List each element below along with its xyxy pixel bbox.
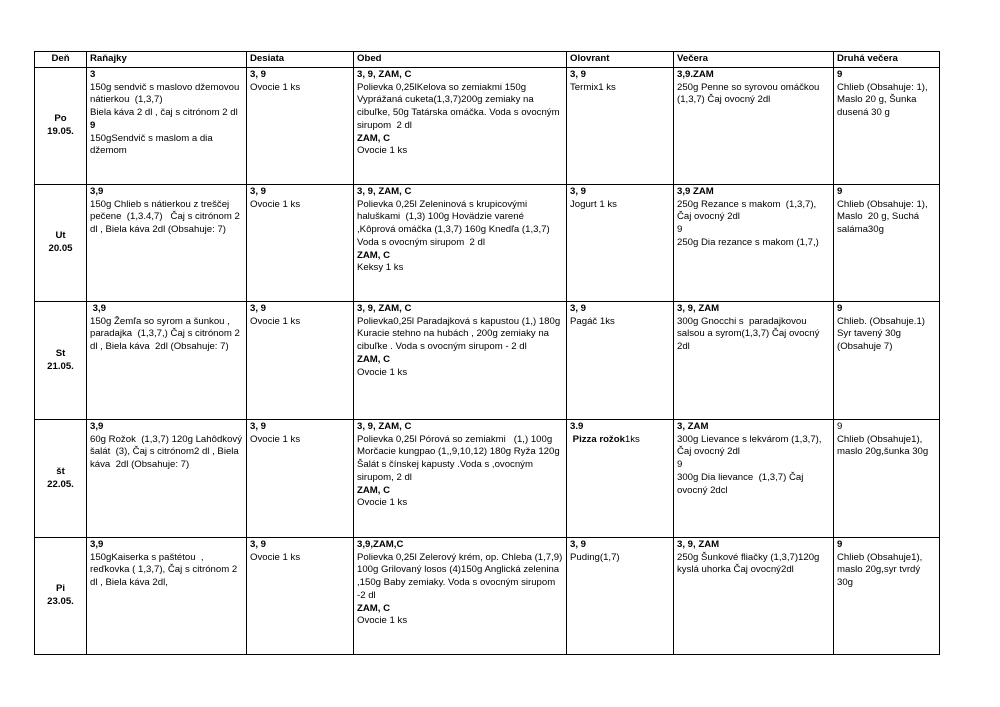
meal-cell-obed: [354, 420, 567, 538]
meal-cell-obed: [354, 538, 567, 655]
meal-text: Ovocie 1 ks: [357, 497, 408, 509]
day-name: St: [55, 347, 66, 359]
day-name: Pi: [55, 583, 66, 595]
meal-cell-druha: [834, 420, 940, 538]
meal-text: Polievka 0,25lKelova so zemiakmi 150g Vyprážaná cuketa(1,3,7)200g zemiaky na cibuľke, 50g Tatárska omáčka. Voda s ovocným sirupom 2 dl: [357, 81, 563, 131]
allergen-code: 3, 9, ZAM, C: [357, 303, 412, 314]
day-row: [35, 185, 940, 302]
weekly-menu-table: [34, 51, 940, 655]
meal-cell-druha: [834, 538, 940, 655]
meal-text: 150g Žemľa so syrom a šunkou , paradajka (1,3,7,) Čaj s citrónom 2 dl , Biela káva 2dl (Obsahuje: 7): [90, 315, 243, 353]
meal-cell-vecera: [674, 538, 834, 655]
header-ranajky: Raňajky: [87, 52, 247, 68]
meal-cell-ranajky: [87, 68, 247, 185]
header-druha-vecera: Druhá večera: [834, 52, 940, 68]
day-date: 23.05.: [47, 596, 74, 607]
meal-cell-olovrant: [567, 68, 674, 185]
allergen-code: ZAM, C: [357, 602, 391, 614]
meal-cell-olovrant: [567, 420, 674, 538]
meal-text: Polievka 0,25l Pórová so zemiakmi (1,) 100g Morčacie kungpao (1,,9,10,12) 180g Ryža 120g Šalát s čínskej kapusty .Voda s ,ovocným sirupom, 2 dl: [357, 433, 563, 483]
day-cell: [35, 420, 87, 538]
meal-cell-obed: [354, 68, 567, 185]
meal-text: 9: [677, 224, 683, 236]
meal-cell-obed: [354, 185, 567, 302]
header-vecera: Večera: [674, 52, 834, 68]
allergen-code: 3, 9: [250, 303, 267, 314]
header-olovrant: Olovrant: [567, 52, 674, 68]
day-date: 21.05.: [47, 360, 74, 372]
allergen-code: 3, 9, ZAM: [677, 303, 720, 314]
meal-text: 60g Rožok (1,3,7) 120g Lahôdkový šalát (3), Čaj s citrónom2 dl , Biela káva 2dl (Obsahuje: 7): [90, 433, 245, 471]
allergen-code: 3, 9, ZAM, C: [357, 421, 412, 432]
meal-text: Ovocie 1 ks: [250, 551, 301, 563]
meal-cell-vecera: [674, 302, 834, 420]
day-name: št: [56, 465, 65, 477]
meal-cell-ranajky: [87, 420, 247, 538]
meal-cell-desiata: [247, 302, 354, 420]
allergen-code: 9: [837, 539, 843, 550]
meal-text: Ovocie 1 ks: [357, 366, 408, 378]
meal-text: Puding(1,7): [570, 551, 620, 563]
meal-cell-vecera: [674, 420, 834, 538]
day-row: [35, 420, 940, 538]
meal-cell-desiata: [247, 420, 354, 538]
meal-text: Keksy 1 ks: [357, 262, 404, 274]
meal-text: Chlieb. (Obsahuje.1) Syr tavený 30g (Obsahuje 7): [837, 315, 928, 353]
header-day: Deň: [35, 52, 87, 68]
meal-cell-druha: [834, 68, 940, 185]
allergen-code: 3,9: [90, 303, 107, 314]
meal-text: Polievka 0,25l Zelerový krém, op. Chleba (1,7,9) 100g Grilovaný losos (4)150g Anglická zelenina ,150g Baby zemiaky. Voda s ovocným sirupom -2 dl: [357, 551, 565, 601]
meal-text: Ovocie 1 ks: [250, 433, 301, 445]
meal-text: 300g Dia lievance (1,3,7) Čaj ovocný 2dcl: [677, 471, 807, 496]
day-cell: [35, 68, 87, 185]
allergen-code: 9: [837, 186, 843, 197]
allergen-code: ZAM, C: [357, 132, 391, 144]
allergen-code: 3, 9: [250, 69, 267, 80]
allergen-code: 3,9: [90, 186, 104, 197]
allergen-code: 3, 9: [570, 69, 587, 80]
header-desiata: Desiata: [247, 52, 354, 68]
meal-text: 150g sendvič s maslovo džemovou nátierkou (1,3,7): [90, 81, 242, 106]
allergen-code: 3, ZAM: [677, 421, 709, 432]
allergen-code: 3, 9: [570, 186, 587, 197]
meal-cell-druha: [834, 302, 940, 420]
day-cell: [35, 185, 87, 302]
day-cell: [35, 302, 87, 420]
meal-cell-ranajky: [87, 538, 247, 655]
meal-cell-olovrant: [567, 185, 674, 302]
meal-cell-ranajky: [87, 185, 247, 302]
day-name: Po: [54, 113, 67, 125]
meal-text: Pagáč 1ks: [570, 315, 615, 327]
allergen-code: 3, 9: [250, 186, 267, 197]
meal-text: Jogurt 1 ks: [570, 198, 617, 210]
meal-line: [570, 434, 670, 447]
meal-text: Ovocie 1 ks: [357, 615, 408, 627]
meal-line-suffix: 1ks: [624, 433, 640, 445]
meal-text: 9: [837, 421, 843, 432]
allergen-code: 3,9.ZAM: [677, 69, 714, 80]
meal-text: 250g Rezance s makom (1,3,7), Čaj ovocný 2dl: [677, 198, 819, 223]
day-date: 20.05: [48, 243, 73, 254]
meal-text: 300g Lievance s lekvárom (1,3,7), Čaj ovocný 2dl: [677, 433, 825, 458]
allergen-code: 3,9: [90, 421, 104, 432]
header-obed: Obed: [354, 52, 567, 68]
allergen-code: 3, 9: [570, 303, 587, 314]
allergen-code: ZAM, C: [357, 484, 391, 496]
meal-text: 250g Šunkové fliačky (1,3,7)120g kyslá uhorka Čaj ovocný2dl: [677, 551, 823, 576]
allergen-code: 3, 9, ZAM, C: [357, 69, 412, 80]
allergen-code: 3,9: [90, 539, 104, 550]
meal-text: Biela káva 2 dl , čaj s citrónom 2 dl: [90, 107, 238, 119]
allergen-code: 9: [90, 119, 96, 131]
allergen-code: 3, 9, ZAM, C: [357, 186, 412, 197]
meal-cell-olovrant: [567, 538, 674, 655]
meal-cell-desiata: [247, 68, 354, 185]
meal-cell-vecera: [674, 68, 834, 185]
meal-cell-vecera: [674, 185, 834, 302]
allergen-code: 3: [90, 69, 96, 80]
meal-text: Ovocie 1 ks: [357, 145, 408, 157]
meal-text: 150gSendvič s maslom a dia džemom: [90, 132, 216, 157]
meal-line-bold: Pizza rožok: [570, 433, 625, 445]
allergen-code: 3, 9: [250, 421, 267, 432]
meal-cell-obed: [354, 302, 567, 420]
allergen-code: 3, 9, ZAM: [677, 539, 720, 550]
day-date: 22.05.: [47, 478, 74, 490]
header-row: [35, 52, 940, 68]
day-row: [35, 538, 940, 655]
day-cell: [35, 538, 87, 655]
meal-text: Termix1 ks: [570, 81, 616, 93]
meal-text: 250g Penne so syrovou omáčkou (1,3,7) Čaj ovocný 2dl: [677, 81, 833, 106]
meal-text: Chlieb (Obsahuje: 1), Maslo 20 g, Šunka dusená 30 g: [837, 81, 931, 119]
meal-text: 9: [677, 459, 683, 471]
meal-cell-ranajky: [87, 302, 247, 420]
allergen-code: 3,9,ZAM,C: [357, 539, 404, 550]
meal-text: Ovocie 1 ks: [250, 315, 301, 327]
meal-text: Polievka0,25l Paradajková s kapustou (1,) 180g Kuracie stehno na hubách , 200g zemiaky na cibuľke . Voda s ovocným sirupom - 2 dl: [357, 315, 563, 353]
meal-text: 250g Dia rezance s makom (1,7,): [677, 236, 819, 248]
allergen-code: ZAM, C: [357, 353, 391, 365]
day-date: 19.05.: [47, 126, 74, 137]
meal-cell-olovrant: [567, 302, 674, 420]
meal-text: 150g Chlieb s nátierkou z treščej pečene (1,3.4,7) Čaj s citrónom 2 dl , Biela káva 2dl (Obsahuje: 7): [90, 198, 243, 236]
meal-text: Chlieb (Obsahuje1), maslo 20g,šunka 30g: [837, 433, 929, 458]
allergen-code: 3.9: [570, 421, 584, 432]
meal-cell-desiata: [247, 538, 354, 655]
meal-text: Chlieb (Obsahuje1), maslo 20g,syr tvrdý 30g: [837, 551, 925, 589]
meal-text: Chlieb (Obsahuje: 1), Maslo 20 g, Suchá saláma30g: [837, 198, 931, 236]
day-name: Ut: [55, 230, 66, 242]
allergen-code: 3, 9: [570, 539, 587, 550]
day-row: [35, 302, 940, 420]
allergen-code: 3, 9: [250, 539, 267, 550]
allergen-code: 9: [837, 303, 843, 314]
allergen-code: 3,9 ZAM: [677, 186, 714, 197]
day-row: [35, 68, 940, 185]
meal-cell-druha: [834, 185, 940, 302]
meal-text: Ovocie 1 ks: [250, 81, 301, 93]
meal-text: 300g Gnocchi s paradajkovou salsou a syrom(1,3,7) Čaj ovocný 2dl: [677, 315, 823, 353]
meal-cell-desiata: [247, 185, 354, 302]
allergen-code: ZAM, C: [357, 249, 391, 261]
allergen-code: 9: [837, 69, 843, 80]
meal-text: Ovocie 1 ks: [250, 198, 301, 210]
meal-text: Polievka 0,25l Zeleninová s krupicovými haluškami (1,3) 100g Hovädzie varené ,Kôprová omáčka (1,3,7) 160g Knedľa (1,3,7) Voda s ovocným sirupom 2 dl: [357, 198, 561, 248]
meal-text: 150gKaiserka s paštétou , reďkovka ( 1,3,7), Čaj s citrónom 2 dl , Biela káva 2dl,: [90, 551, 240, 589]
